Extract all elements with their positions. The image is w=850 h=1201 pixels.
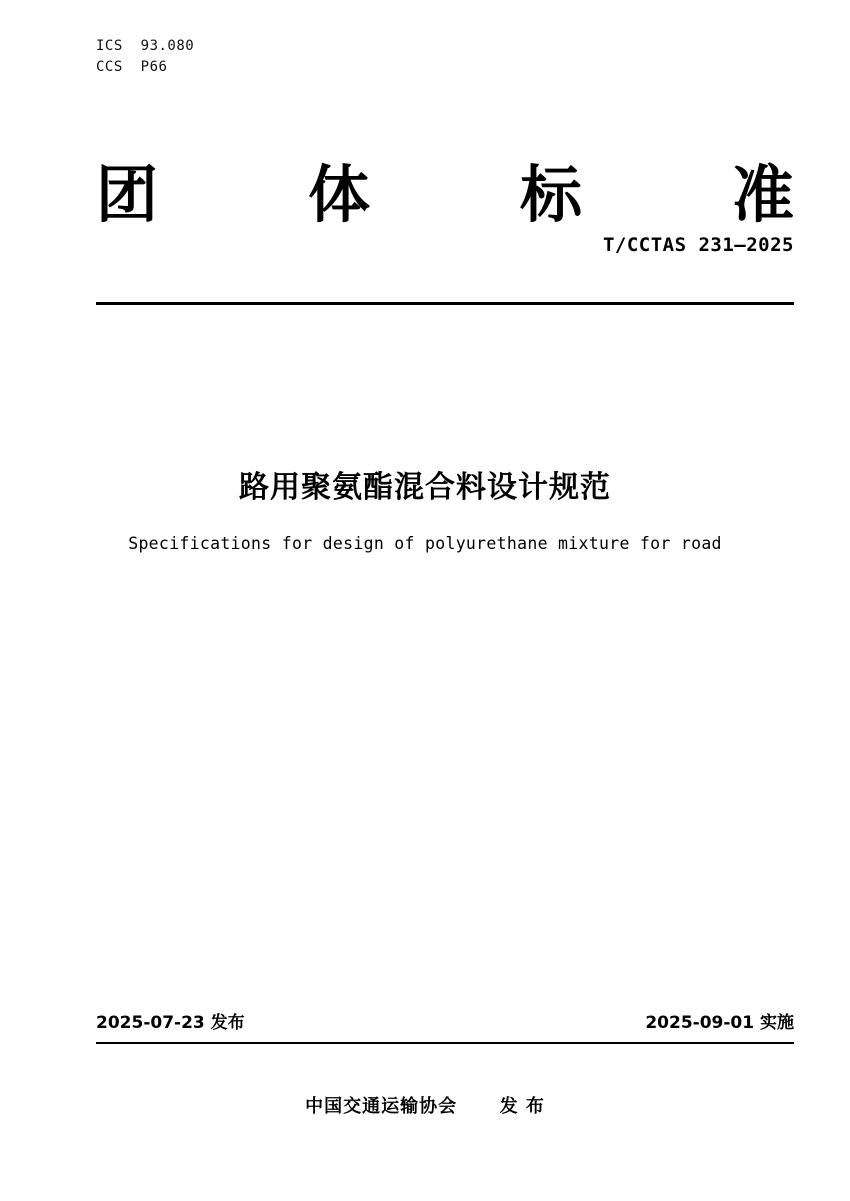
- document-title-chinese: 路用聚氨酯混合料设计规范: [239, 470, 611, 505]
- date-row: [96, 1008, 794, 1033]
- banner-char-1: 团: [96, 158, 159, 231]
- issue-date: 2025-07-23 发布: [96, 1013, 245, 1033]
- standard-number: T/CCTAS 231—2025: [602, 234, 794, 256]
- implementation-date: 2025-09-01 实施: [645, 1013, 794, 1033]
- banner-char-3: 标: [519, 158, 582, 231]
- footer-divider: [96, 1042, 794, 1044]
- ccs-code: CCS P66: [96, 59, 168, 75]
- classification-codes: [96, 36, 194, 78]
- publisher-action: 发 布: [499, 1096, 545, 1117]
- banner-char-2: 体: [307, 158, 370, 231]
- banner-char-4: 准: [731, 158, 794, 231]
- ics-code: ICS 93.080: [96, 38, 195, 54]
- standard-type-banner: [96, 160, 794, 230]
- document-title-english: Specifications for design of polyurethane mixture for road: [128, 534, 722, 553]
- publisher-line: [0, 1092, 850, 1118]
- header-divider: [96, 302, 794, 305]
- publisher-name: 中国交通运输协会: [305, 1096, 458, 1117]
